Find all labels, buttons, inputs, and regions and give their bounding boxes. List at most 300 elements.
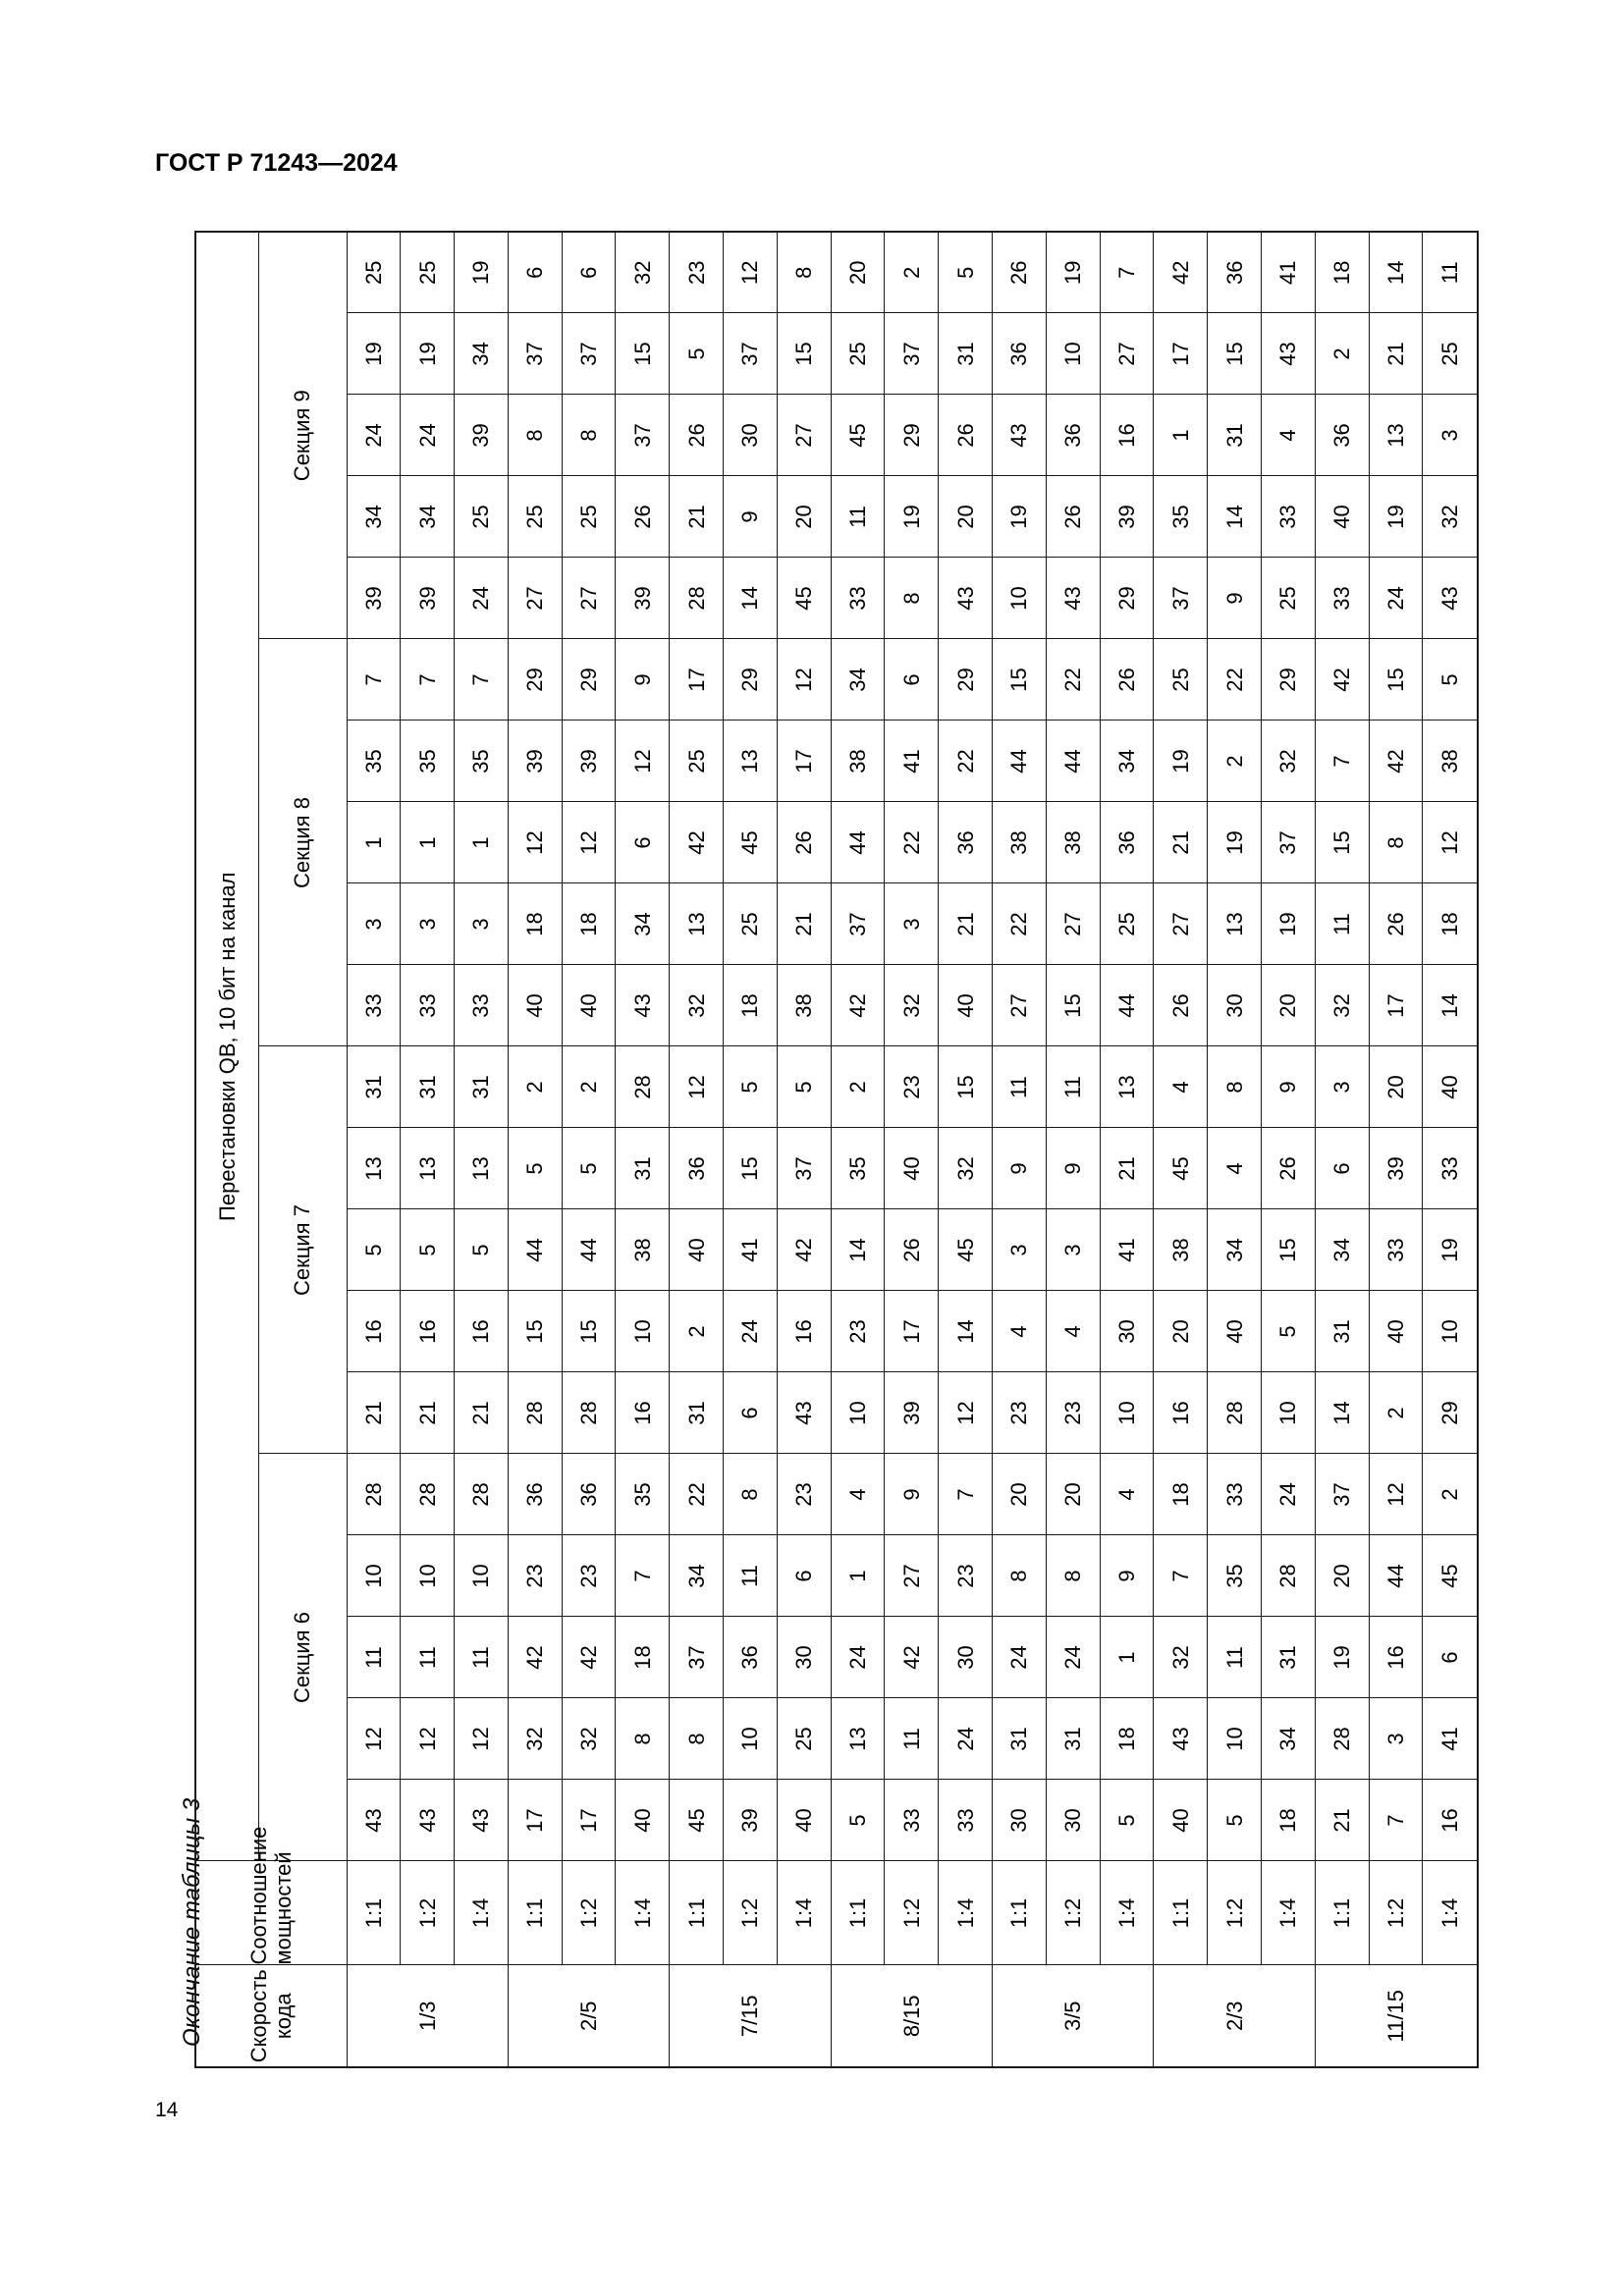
value-cell: 16 xyxy=(1154,1372,1208,1454)
value-cell: 12 xyxy=(939,1372,993,1454)
value-cell: 25 xyxy=(1100,883,1154,965)
value-cell: 39 xyxy=(455,395,509,476)
value-cell: 11 xyxy=(724,1535,778,1617)
value-cell: 39 xyxy=(347,558,401,639)
value-cell: 3 xyxy=(455,883,509,965)
value-cell: 16 xyxy=(1100,395,1154,476)
value-cell: 24 xyxy=(831,1617,885,1698)
col-header-code-rate: Скорость кода xyxy=(195,1965,347,2067)
value-cell: 1 xyxy=(401,802,455,883)
value-cell: 25 xyxy=(455,476,509,558)
value-cell: 40 xyxy=(670,1209,724,1291)
value-cell: 40 xyxy=(616,1780,670,1861)
value-cell: 9 xyxy=(1100,1535,1154,1617)
value-cell: 37 xyxy=(616,395,670,476)
value-cell: 40 xyxy=(1154,1780,1208,1861)
value-cell: 15 xyxy=(1208,313,1262,395)
value-cell: 45 xyxy=(670,1780,724,1861)
value-cell: 19 xyxy=(1208,802,1262,883)
value-cell: 34 xyxy=(831,639,885,721)
value-cell: 35 xyxy=(347,721,401,802)
value-cell: 44 xyxy=(508,1209,562,1291)
value-cell: 40 xyxy=(562,965,616,1046)
value-cell: 11 xyxy=(885,1698,939,1780)
value-cell: 30 xyxy=(1208,965,1262,1046)
value-cell: 3 xyxy=(1423,395,1478,476)
value-cell: 9 xyxy=(1208,558,1262,639)
value-cell: 28 xyxy=(1262,1535,1316,1617)
value-cell: 21 xyxy=(455,1372,509,1454)
value-cell: 34 xyxy=(1208,1209,1262,1291)
value-cell: 26 xyxy=(1100,639,1154,721)
value-cell: 3 xyxy=(993,1209,1047,1291)
code-rate-cell: 11/15 xyxy=(1315,1965,1478,2067)
power-ratio-cell: 1:4 xyxy=(1423,1861,1478,1965)
table-row xyxy=(508,232,562,2067)
value-cell: 8 xyxy=(616,1698,670,1780)
value-cell: 31 xyxy=(939,313,993,395)
value-cell: 25 xyxy=(670,721,724,802)
value-cell: 18 xyxy=(724,965,778,1046)
value-cell: 28 xyxy=(1315,1698,1369,1780)
value-cell: 34 xyxy=(455,313,509,395)
value-cell: 18 xyxy=(562,883,616,965)
value-cell: 13 xyxy=(724,721,778,802)
value-cell: 23 xyxy=(885,1046,939,1128)
value-cell: 11 xyxy=(1423,232,1478,313)
value-cell: 23 xyxy=(777,1454,831,1535)
value-cell: 42 xyxy=(1154,232,1208,313)
value-cell: 32 xyxy=(1262,721,1316,802)
value-cell: 21 xyxy=(1315,1780,1369,1861)
value-cell: 39 xyxy=(508,721,562,802)
table-rotator xyxy=(194,233,1479,2068)
value-cell: 32 xyxy=(616,232,670,313)
value-cell: 24 xyxy=(347,395,401,476)
value-cell: 3 xyxy=(347,883,401,965)
value-cell: 44 xyxy=(1100,965,1154,1046)
value-cell: 9 xyxy=(1262,1046,1316,1128)
value-cell: 33 xyxy=(401,965,455,1046)
value-cell: 23 xyxy=(831,1291,885,1372)
value-cell: 21 xyxy=(939,883,993,965)
value-cell: 26 xyxy=(1154,965,1208,1046)
value-cell: 42 xyxy=(1369,721,1423,802)
value-cell: 27 xyxy=(885,1535,939,1617)
value-cell: 43 xyxy=(993,395,1047,476)
value-cell: 2 xyxy=(1208,721,1262,802)
power-ratio-cell: 1:1 xyxy=(508,1861,562,1965)
value-cell: 37 xyxy=(831,883,885,965)
table-row xyxy=(562,232,616,2067)
value-cell: 20 xyxy=(993,1454,1047,1535)
value-cell: 5 xyxy=(777,1046,831,1128)
value-cell: 3 xyxy=(1315,1046,1369,1128)
value-cell: 22 xyxy=(1208,639,1262,721)
value-cell: 25 xyxy=(347,232,401,313)
value-cell: 2 xyxy=(562,1046,616,1128)
power-ratio-cell: 1:4 xyxy=(616,1861,670,1965)
value-cell: 23 xyxy=(670,232,724,313)
value-cell: 10 xyxy=(616,1291,670,1372)
value-cell: 32 xyxy=(1315,965,1369,1046)
value-cell: 25 xyxy=(724,883,778,965)
value-cell: 24 xyxy=(1046,1617,1100,1698)
value-cell: 18 xyxy=(616,1617,670,1698)
value-cell: 4 xyxy=(993,1291,1047,1372)
value-cell: 24 xyxy=(993,1617,1047,1698)
value-cell: 2 xyxy=(885,232,939,313)
value-cell: 45 xyxy=(1423,1535,1478,1617)
value-cell: 42 xyxy=(885,1617,939,1698)
value-cell: 32 xyxy=(939,1128,993,1209)
value-cell: 3 xyxy=(885,883,939,965)
value-cell: 8 xyxy=(1208,1046,1262,1128)
value-cell: 31 xyxy=(1208,395,1262,476)
value-cell: 4 xyxy=(1100,1454,1154,1535)
value-cell: 38 xyxy=(1154,1209,1208,1291)
value-cell: 6 xyxy=(885,639,939,721)
value-cell: 5 xyxy=(1208,1780,1262,1861)
value-cell: 29 xyxy=(1423,1372,1478,1454)
value-cell: 10 xyxy=(724,1698,778,1780)
power-ratio-cell: 1:4 xyxy=(939,1861,993,1965)
value-cell: 16 xyxy=(1423,1780,1478,1861)
value-cell: 42 xyxy=(831,965,885,1046)
value-cell: 12 xyxy=(1369,1454,1423,1535)
table-row xyxy=(347,232,401,2067)
code-rate-cell: 8/15 xyxy=(831,1965,992,2067)
value-cell: 41 xyxy=(1100,1209,1154,1291)
value-cell: 41 xyxy=(885,721,939,802)
value-cell: 30 xyxy=(1046,1780,1100,1861)
value-cell: 8 xyxy=(777,232,831,313)
col-header-power-ratio: Соотношение мощностей xyxy=(195,1861,347,1965)
value-cell: 31 xyxy=(670,1372,724,1454)
value-cell: 9 xyxy=(993,1128,1047,1209)
value-cell: 18 xyxy=(1262,1780,1316,1861)
value-cell: 28 xyxy=(401,1454,455,1535)
value-cell: 37 xyxy=(670,1617,724,1698)
value-cell: 26 xyxy=(1262,1128,1316,1209)
table-row xyxy=(831,232,885,2067)
value-cell: 38 xyxy=(1423,721,1478,802)
value-cell: 32 xyxy=(1423,476,1478,558)
value-cell: 25 xyxy=(1154,639,1208,721)
value-cell: 15 xyxy=(1046,965,1100,1046)
value-cell: 35 xyxy=(455,721,509,802)
power-ratio-cell: 1:1 xyxy=(1154,1861,1208,1965)
value-cell: 39 xyxy=(885,1372,939,1454)
value-cell: 11 xyxy=(831,476,885,558)
code-rate-cell: 3/5 xyxy=(993,1965,1154,2067)
value-cell: 14 xyxy=(1315,1372,1369,1454)
value-cell: 2 xyxy=(1369,1372,1423,1454)
value-cell: 19 xyxy=(1262,883,1316,965)
value-cell: 18 xyxy=(1100,1698,1154,1780)
value-cell: 43 xyxy=(939,558,993,639)
table-body xyxy=(347,232,1478,2067)
value-cell: 15 xyxy=(1262,1209,1316,1291)
value-cell: 8 xyxy=(885,558,939,639)
value-cell: 15 xyxy=(616,313,670,395)
value-cell: 34 xyxy=(401,476,455,558)
value-cell: 36 xyxy=(670,1128,724,1209)
value-cell: 33 xyxy=(831,558,885,639)
value-cell: 34 xyxy=(1262,1698,1316,1780)
value-cell: 6 xyxy=(1423,1617,1478,1698)
code-rate-cell: 7/15 xyxy=(670,1965,831,2067)
value-cell: 21 xyxy=(670,476,724,558)
value-cell: 20 xyxy=(939,476,993,558)
table-row xyxy=(455,232,509,2067)
value-cell: 30 xyxy=(993,1780,1047,1861)
table-row xyxy=(1208,232,1262,2067)
value-cell: 14 xyxy=(939,1291,993,1372)
value-cell: 20 xyxy=(1262,965,1316,1046)
value-cell: 42 xyxy=(777,1209,831,1291)
value-cell: 33 xyxy=(455,965,509,1046)
value-cell: 43 xyxy=(616,965,670,1046)
table-row xyxy=(1046,232,1100,2067)
value-cell: 40 xyxy=(939,965,993,1046)
value-cell: 12 xyxy=(508,802,562,883)
value-cell: 5 xyxy=(562,1128,616,1209)
value-cell: 7 xyxy=(1315,721,1369,802)
power-ratio-cell: 1:4 xyxy=(1262,1861,1316,1965)
value-cell: 20 xyxy=(831,232,885,313)
value-cell: 37 xyxy=(885,313,939,395)
table-row xyxy=(1423,232,1478,2067)
value-cell: 35 xyxy=(831,1128,885,1209)
value-cell: 19 xyxy=(1154,721,1208,802)
value-cell: 45 xyxy=(1154,1128,1208,1209)
value-cell: 10 xyxy=(831,1372,885,1454)
value-cell: 12 xyxy=(777,639,831,721)
value-cell: 36 xyxy=(724,1617,778,1698)
value-cell: 27 xyxy=(1100,313,1154,395)
value-cell: 41 xyxy=(724,1209,778,1291)
power-ratio-cell: 1:4 xyxy=(777,1861,831,1965)
value-cell: 17 xyxy=(508,1780,562,1861)
value-cell: 37 xyxy=(1262,802,1316,883)
value-cell: 31 xyxy=(616,1128,670,1209)
value-cell: 45 xyxy=(831,395,885,476)
value-cell: 19 xyxy=(1315,1617,1369,1698)
value-cell: 15 xyxy=(724,1128,778,1209)
value-cell: 23 xyxy=(508,1535,562,1617)
value-cell: 4 xyxy=(831,1454,885,1535)
value-cell: 20 xyxy=(1154,1291,1208,1372)
value-cell: 27 xyxy=(1154,883,1208,965)
value-cell: 25 xyxy=(1262,558,1316,639)
value-cell: 38 xyxy=(993,802,1047,883)
power-ratio-cell: 1:2 xyxy=(885,1861,939,1965)
power-ratio-cell: 1:2 xyxy=(1208,1861,1262,1965)
value-cell: 20 xyxy=(1369,1046,1423,1128)
value-cell: 22 xyxy=(670,1454,724,1535)
value-cell: 29 xyxy=(939,639,993,721)
value-cell: 11 xyxy=(1315,883,1369,965)
table-row xyxy=(401,232,455,2067)
value-cell: 8 xyxy=(562,395,616,476)
value-cell: 7 xyxy=(347,639,401,721)
value-cell: 24 xyxy=(1369,558,1423,639)
value-cell: 12 xyxy=(401,1698,455,1780)
value-cell: 16 xyxy=(1369,1617,1423,1698)
value-cell: 44 xyxy=(1369,1535,1423,1617)
value-cell: 13 xyxy=(1100,1046,1154,1128)
value-cell: 45 xyxy=(724,802,778,883)
value-cell: 31 xyxy=(993,1698,1047,1780)
value-cell: 6 xyxy=(777,1535,831,1617)
value-cell: 18 xyxy=(1315,232,1369,313)
value-cell: 7 xyxy=(1369,1780,1423,1861)
value-cell: 11 xyxy=(993,1046,1047,1128)
value-cell: 29 xyxy=(508,639,562,721)
value-cell: 10 xyxy=(1208,1698,1262,1780)
value-cell: 39 xyxy=(1100,476,1154,558)
table-row xyxy=(1154,232,1208,2067)
group-header: Перестановки QB, 10 бит на канал xyxy=(195,232,258,1861)
value-cell: 14 xyxy=(724,558,778,639)
value-cell: 34 xyxy=(347,476,401,558)
code-rate-cell: 2/3 xyxy=(1154,1965,1315,2067)
value-cell: 7 xyxy=(455,639,509,721)
value-cell: 20 xyxy=(1315,1535,1369,1617)
power-ratio-cell: 1:1 xyxy=(670,1861,724,1965)
value-cell: 8 xyxy=(993,1535,1047,1617)
value-cell: 23 xyxy=(562,1535,616,1617)
value-cell: 17 xyxy=(777,721,831,802)
value-cell: 5 xyxy=(1100,1780,1154,1861)
value-cell: 12 xyxy=(616,721,670,802)
value-cell: 18 xyxy=(508,883,562,965)
value-cell: 19 xyxy=(885,476,939,558)
value-cell: 33 xyxy=(1262,476,1316,558)
value-cell: 17 xyxy=(885,1291,939,1372)
value-cell: 31 xyxy=(347,1046,401,1128)
value-cell: 39 xyxy=(562,721,616,802)
value-cell: 17 xyxy=(562,1780,616,1861)
value-cell: 30 xyxy=(1100,1291,1154,1372)
value-cell: 32 xyxy=(1154,1617,1208,1698)
value-cell: 28 xyxy=(455,1454,509,1535)
value-cell: 37 xyxy=(1154,558,1208,639)
value-cell: 29 xyxy=(562,639,616,721)
table-row xyxy=(993,232,1047,2067)
value-cell: 7 xyxy=(1154,1535,1208,1617)
value-cell: 3 xyxy=(1046,1209,1100,1291)
value-cell: 23 xyxy=(939,1535,993,1617)
value-cell: 7 xyxy=(1100,232,1154,313)
value-cell: 18 xyxy=(1423,883,1478,965)
value-cell: 21 xyxy=(401,1372,455,1454)
value-cell: 1 xyxy=(1154,395,1208,476)
value-cell: 2 xyxy=(1423,1454,1478,1535)
value-cell: 22 xyxy=(885,802,939,883)
value-cell: 40 xyxy=(1208,1291,1262,1372)
value-cell: 11 xyxy=(347,1617,401,1698)
value-cell: 24 xyxy=(724,1291,778,1372)
value-cell: 7 xyxy=(616,1535,670,1617)
value-cell: 10 xyxy=(1262,1372,1316,1454)
value-cell: 35 xyxy=(1208,1535,1262,1617)
value-cell: 36 xyxy=(1208,232,1262,313)
value-cell: 40 xyxy=(1369,1291,1423,1372)
section-header: Секция 6 xyxy=(258,1454,347,1861)
value-cell: 21 xyxy=(1100,1128,1154,1209)
value-cell: 33 xyxy=(939,1780,993,1861)
value-cell: 14 xyxy=(1208,476,1262,558)
code-rate-cell: 1/3 xyxy=(347,1965,508,2067)
value-cell: 37 xyxy=(562,313,616,395)
value-cell: 26 xyxy=(939,395,993,476)
value-cell: 13 xyxy=(455,1128,509,1209)
value-cell: 22 xyxy=(939,721,993,802)
value-cell: 12 xyxy=(670,1046,724,1128)
value-cell: 19 xyxy=(1369,476,1423,558)
value-cell: 35 xyxy=(1154,476,1208,558)
value-cell: 5 xyxy=(1423,639,1478,721)
value-cell: 26 xyxy=(777,802,831,883)
value-cell: 21 xyxy=(1154,802,1208,883)
value-cell: 34 xyxy=(1315,1209,1369,1291)
value-cell: 15 xyxy=(1369,639,1423,721)
value-cell: 39 xyxy=(401,558,455,639)
value-cell: 25 xyxy=(777,1698,831,1780)
value-cell: 5 xyxy=(831,1780,885,1861)
value-cell: 2 xyxy=(831,1046,885,1128)
value-cell: 5 xyxy=(724,1046,778,1128)
value-cell: 23 xyxy=(1046,1372,1100,1454)
value-cell: 6 xyxy=(616,802,670,883)
value-cell: 29 xyxy=(1100,558,1154,639)
value-cell: 30 xyxy=(724,395,778,476)
table-row xyxy=(1369,232,1423,2067)
power-ratio-cell: 1:1 xyxy=(993,1861,1047,1965)
value-cell: 40 xyxy=(885,1128,939,1209)
value-cell: 40 xyxy=(1315,476,1369,558)
value-cell: 42 xyxy=(670,802,724,883)
value-cell: 38 xyxy=(616,1209,670,1291)
value-cell: 38 xyxy=(777,965,831,1046)
value-cell: 2 xyxy=(1315,313,1369,395)
value-cell: 31 xyxy=(401,1046,455,1128)
value-cell: 9 xyxy=(885,1454,939,1535)
value-cell: 30 xyxy=(777,1617,831,1698)
value-cell: 17 xyxy=(1154,313,1208,395)
value-cell: 39 xyxy=(1369,1128,1423,1209)
table-row xyxy=(939,232,993,2067)
value-cell: 14 xyxy=(1423,965,1478,1046)
value-cell: 21 xyxy=(1369,313,1423,395)
value-cell: 4 xyxy=(1208,1128,1262,1209)
table-row xyxy=(1262,232,1316,2067)
value-cell: 7 xyxy=(401,639,455,721)
value-cell: 24 xyxy=(1262,1454,1316,1535)
value-cell: 26 xyxy=(993,232,1047,313)
value-cell: 28 xyxy=(1208,1372,1262,1454)
value-cell: 7 xyxy=(939,1454,993,1535)
value-cell: 25 xyxy=(401,232,455,313)
value-cell: 5 xyxy=(455,1209,509,1291)
value-cell: 14 xyxy=(831,1209,885,1291)
value-cell: 8 xyxy=(670,1698,724,1780)
table-row xyxy=(616,232,670,2067)
value-cell: 43 xyxy=(1046,558,1100,639)
value-cell: 22 xyxy=(1046,639,1100,721)
